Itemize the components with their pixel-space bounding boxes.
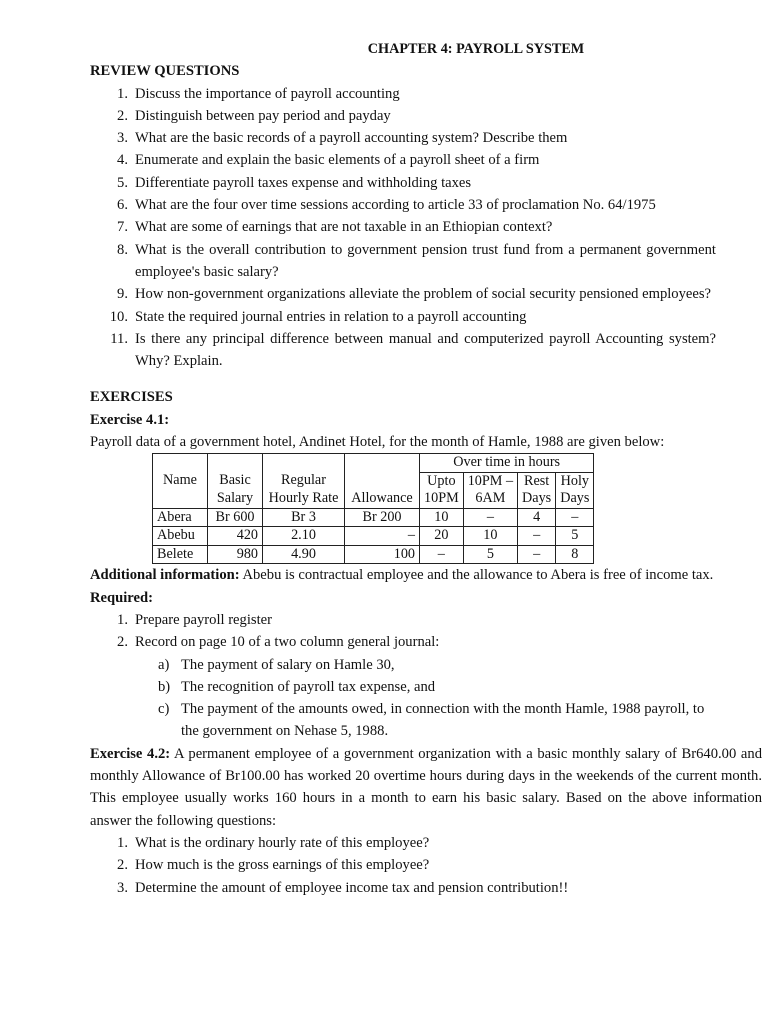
exercise-4-2-questions (0, 832, 768, 899)
list-item: 1. What is the ordinary hourly rate of this employee? (117, 834, 430, 851)
list-item: 2. How much is the gross earnings of this employee? (117, 857, 430, 874)
header-rest-days: Rest Days (518, 472, 556, 508)
header-basic-salary: Basic Salary (208, 472, 263, 508)
header-allowance: Allowance (345, 472, 420, 508)
list-item: 5. Differentiate payroll taxes expense and withholding taxes (117, 174, 472, 191)
list-item: 8. What is the overall contribution to government pension trust fund from a permanent government employee's basic salary? (117, 241, 716, 280)
exercises-heading: EXERCISES (90, 389, 173, 406)
exercise-4-1-heading: Exercise 4.1: (90, 411, 170, 428)
list-item: 3. Determine the amount of employee income tax and pension contribution!! (117, 879, 569, 896)
table-header-row (153, 454, 594, 473)
list-item: b) The recognition of payroll tax expense, and (158, 678, 436, 695)
review-question-list (0, 83, 768, 373)
list-item: 6. What are the four over time sessions according to article 33 of proclamation No. 64/1975 (117, 197, 656, 214)
list-item: c) The payment of the amounts owed, in connection with the month Hamle, 1988 payroll, to the government on Nehase 5, 1988. (158, 701, 705, 740)
header-name: Name (153, 472, 208, 508)
payroll-data-table (152, 453, 594, 564)
required-heading: Required: (90, 589, 153, 606)
chapter-title: CHAPTER 4: PAYROLL SYSTEM (367, 41, 585, 57)
exercise-4-2-paragraph: Exercise 4.2: A permanent employee of a government organization with a basic monthly salary of Br640.00 and monthly Allowance of Br100.00 has worked 20 overtime hours during days in the weekends of the current month. This employee usually works 160 hours in a month to earn his basic salary. Based on the above information answer the following questions: (90, 745, 762, 829)
table-row: Abera Br 600 Br 3 Br 200 10 – 4 – (153, 508, 594, 527)
list-item: 2. Distinguish between pay period and payday (117, 107, 391, 124)
exercise-4-1-intro: Payroll data of a government hotel, Andinet Hotel, for the month of Hamle, 1988 are given below: (90, 434, 665, 451)
list-item: a) The payment of salary on Hamle 30, (158, 656, 395, 673)
table-row: Abebu 420 2.10 – 20 10 – 5 (153, 527, 594, 546)
table-row: Belete 980 4.90 100 – 5 – 8 (153, 545, 594, 564)
additional-information: Additional information: Abebu is contractual employee and the allowance to Abera is free of income tax. (90, 567, 714, 584)
required-list (0, 609, 768, 654)
header-10pm-6am: 10PM – 6AM (463, 472, 517, 508)
list-item: 10. State the required journal entries in relation to a payroll accounting (109, 308, 527, 325)
list-item: 7. What are some of earnings that are not taxable in an Ethiopian context? (117, 219, 553, 236)
header-holy-days: Holy Days (556, 472, 594, 508)
list-item: 3. What are the basic records of a payroll accounting system? Describe them (117, 130, 568, 147)
list-item: 1. Discuss the importance of payroll accounting (117, 85, 400, 102)
document-page (0, 38, 768, 899)
overtime-header: Over time in hours (420, 454, 594, 473)
header-regular-hourly-rate: Regular Hourly Rate (263, 472, 345, 508)
list-item: 2. Record on page 10 of a two column general journal: (117, 634, 440, 651)
table-header-row (153, 472, 594, 508)
list-item: 9. How non-government organizations alleviate the problem of social security pensioned employees? (117, 286, 712, 303)
list-item: 1. Prepare payroll register (117, 611, 272, 628)
review-heading: REVIEW QUESTIONS (90, 63, 240, 80)
header-upto-10pm: Upto 10PM (420, 472, 464, 508)
list-item: 11. Is there any principal difference between manual and computerized payroll Accounting system? Why? Explain. (110, 330, 716, 370)
list-item: 4. Enumerate and explain the basic elements of a payroll sheet of a firm (117, 152, 540, 169)
